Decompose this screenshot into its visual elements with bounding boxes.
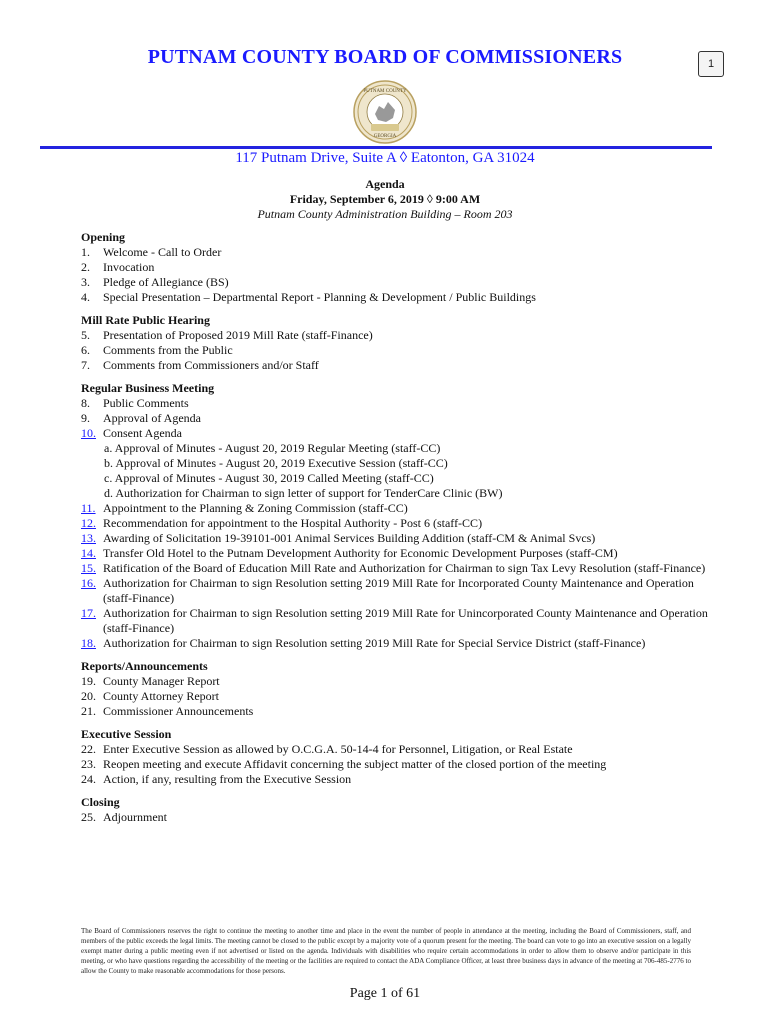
agenda-item	[81, 501, 711, 516]
agenda-item-number: 19.	[81, 674, 96, 688]
agenda-item-text: Recommendation for appointment to the Hospital Authority - Post 6 (staff-CC)	[103, 516, 483, 530]
address-line: 117 Putnam Drive, Suite A ◊ Eatonton, GA 31024	[235, 150, 535, 166]
agenda-item	[81, 245, 711, 260]
agenda-item	[81, 546, 711, 561]
agenda-item	[81, 689, 711, 704]
agenda-item-link[interactable]: 17.	[81, 606, 96, 620]
agenda-item-text: County Manager Report	[103, 674, 220, 688]
agenda-item	[81, 426, 711, 441]
agenda-item-text: Pledge of Allegiance (BS)	[103, 275, 229, 289]
consent-sub-item: c. Approval of Minutes - August 30, 2019 Called Meeting (staff-CC)	[104, 471, 434, 485]
agenda-item	[81, 576, 711, 606]
agenda-item	[81, 704, 711, 719]
agenda-item-text: Public Comments	[103, 396, 189, 410]
agenda-item	[81, 772, 711, 787]
agenda-item	[81, 636, 711, 651]
meeting-date: Friday, September 6, 2019 ◊ 9:00 AM	[289, 192, 481, 206]
page-badge: 1	[698, 51, 724, 77]
agenda-item	[81, 674, 711, 689]
consent-sub-item: a. Approval of Minutes - August 20, 2019 Regular Meeting (staff-CC)	[104, 441, 441, 455]
agenda-item-text: Authorization for Chairman to sign Resolution setting 2019 Mill Rate for Unincorporated County Maintenance and Operation (staff-Finance)	[103, 606, 708, 635]
agenda-item-number: 4.	[81, 290, 90, 304]
agenda-item	[81, 328, 711, 343]
agenda-item	[81, 516, 711, 531]
header-divider	[40, 146, 712, 149]
agenda-item-link[interactable]: 15.	[81, 561, 96, 575]
agenda-item-text: Enter Executive Session as allowed by O.C.G.A. 50-14-4 for Personnel, Litigation, or Real Estate	[103, 742, 573, 756]
agenda-item-text: Approval of Agenda	[103, 411, 201, 425]
agenda-item-text: Authorization for Chairman to sign Resolution setting 2019 Mill Rate for Incorporated County Maintenance and Operation (staff-Finance)	[103, 576, 694, 605]
agenda-item	[81, 275, 711, 290]
agenda-item-number: 24.	[81, 772, 96, 786]
section-heading: Executive Session	[81, 727, 172, 741]
agenda-header	[0, 177, 770, 222]
agenda-item-link[interactable]: 12.	[81, 516, 96, 530]
agenda-item	[81, 358, 711, 373]
agenda-item-text: Special Presentation – Departmental Report - Planning & Development / Public Buildings	[103, 290, 536, 304]
agenda-item-text: Awarding of Solicitation 19-39101-001 Animal Services Building Addition (staff-CM & Animal Svcs)	[103, 531, 596, 545]
agenda-item-text: Transfer Old Hotel to the Putnam Development Authority for Economic Development Purposes (staff-CM)	[103, 546, 618, 560]
agenda-item-link[interactable]: 18.	[81, 636, 96, 650]
agenda-item-text: County Attorney Report	[103, 689, 219, 703]
agenda-item-number: 5.	[81, 328, 90, 342]
agenda-item-number: 21.	[81, 704, 96, 718]
agenda-item-link[interactable]: 14.	[81, 546, 96, 560]
agenda-item-text: Authorization for Chairman to sign Resolution setting 2019 Mill Rate for Special Service District (staff-Finance)	[103, 636, 646, 650]
agenda-item	[81, 411, 711, 426]
agenda-item-text: Comments from Commissioners and/or Staff	[103, 358, 319, 372]
agenda-item-number: 23.	[81, 757, 96, 771]
agenda-item-number: 6.	[81, 343, 90, 357]
agenda-item-number: 20.	[81, 689, 96, 703]
agenda-item-text: Comments from the Public	[103, 343, 233, 357]
agenda-item-number: 9.	[81, 411, 90, 425]
section-heading: Mill Rate Public Hearing	[81, 313, 210, 327]
agenda-item-text: Welcome - Call to Order	[103, 245, 222, 259]
agenda-item-number: 1.	[81, 245, 90, 259]
agenda-item	[81, 810, 711, 825]
agenda-item	[81, 343, 711, 358]
legal-notice: The Board of Commissioners reserves the right to continue the meeting to another time and place in the event the number of people in attendance at the meeting, including the Board of Commissioners, staff, and members of the public exceeds the legal limits. The meeting cannot be closed to the public except by a majority vote of a quorum present for the meeting. The board can vote to go into an executive session on a legally exempt matter during a public meeting even if not advertised or listed on the agenda. Individuals with disabilities who require certain accommodations in order to allow them to observe and/or participate in this meeting, or who have questions regarding the accessibility of the meeting or the facilities are required to contact the ADA Compliance Officer, at least three business days in advance of the meeting at 706-485-2776 to allow the County to make reasonable accommodations for those persons.	[81, 927, 691, 975]
agenda-item-number: 7.	[81, 358, 90, 372]
document-title: PUTNAM COUNTY BOARD OF COMMISSIONERS	[147, 46, 623, 68]
agenda-item-number: 8.	[81, 396, 90, 410]
agenda-item-text: Presentation of Proposed 2019 Mill Rate (staff-Finance)	[103, 328, 373, 342]
agenda-item-number: 2.	[81, 260, 90, 274]
seal-top-text: PUTNAM COUNTY	[363, 89, 407, 94]
agenda-item	[81, 531, 711, 546]
agenda-content	[81, 230, 711, 825]
section-heading: Regular Business Meeting	[81, 381, 215, 395]
section-heading: Closing	[81, 795, 120, 809]
meeting-location: Putnam County Administration Building – Room 203	[257, 207, 513, 221]
agenda-item-text: Invocation	[103, 260, 155, 274]
consent-sub-item: d. Authorization for Chairman to sign letter of support for TenderCare Clinic (BW)	[104, 486, 503, 500]
page-number: Page 1 of 61	[349, 986, 421, 1001]
agenda-item-text: Action, if any, resulting from the Executive Session	[103, 772, 352, 786]
county-seal-icon	[353, 80, 417, 144]
consent-sub-item: b. Approval of Minutes - August 20, 2019 Executive Session (staff-CC)	[104, 456, 448, 470]
seal-bottom-text: GEORGIA	[373, 134, 397, 139]
agenda-item	[81, 396, 711, 411]
agenda-item	[81, 290, 711, 305]
agenda-item	[81, 260, 711, 275]
agenda-item-number: 25.	[81, 810, 96, 824]
agenda-item-text: Adjournment	[103, 810, 167, 824]
agenda-item-number: 22.	[81, 742, 96, 756]
agenda-item	[81, 742, 711, 757]
agenda-item	[81, 561, 711, 576]
agenda-item-link[interactable]: 10.	[81, 426, 96, 440]
agenda-item	[81, 757, 711, 772]
agenda-item-number: 3.	[81, 275, 90, 289]
agenda-item-text: Appointment to the Planning & Zoning Commission (staff-CC)	[103, 501, 408, 515]
section-heading: Opening	[81, 230, 126, 244]
agenda-item-text: Ratification of the Board of Education Mill Rate and Authorization for Chairman to sign Tax Levy Resolution (staff-Finance)	[103, 561, 706, 575]
agenda-item-text: Reopen meeting and execute Affidavit concerning the subject matter of the closed portion of the meeting	[103, 757, 607, 771]
agenda-item-text: Commissioner Announcements	[103, 704, 254, 718]
agenda-item-link[interactable]: 13.	[81, 531, 96, 545]
section-heading: Reports/Announcements	[81, 659, 208, 673]
agenda-item	[81, 606, 711, 636]
agenda-item-link[interactable]: 16.	[81, 576, 96, 590]
agenda-item-text: Consent Agenda	[103, 426, 182, 440]
agenda-item-link[interactable]: 11.	[81, 501, 96, 515]
agenda-label: Agenda	[365, 177, 405, 191]
